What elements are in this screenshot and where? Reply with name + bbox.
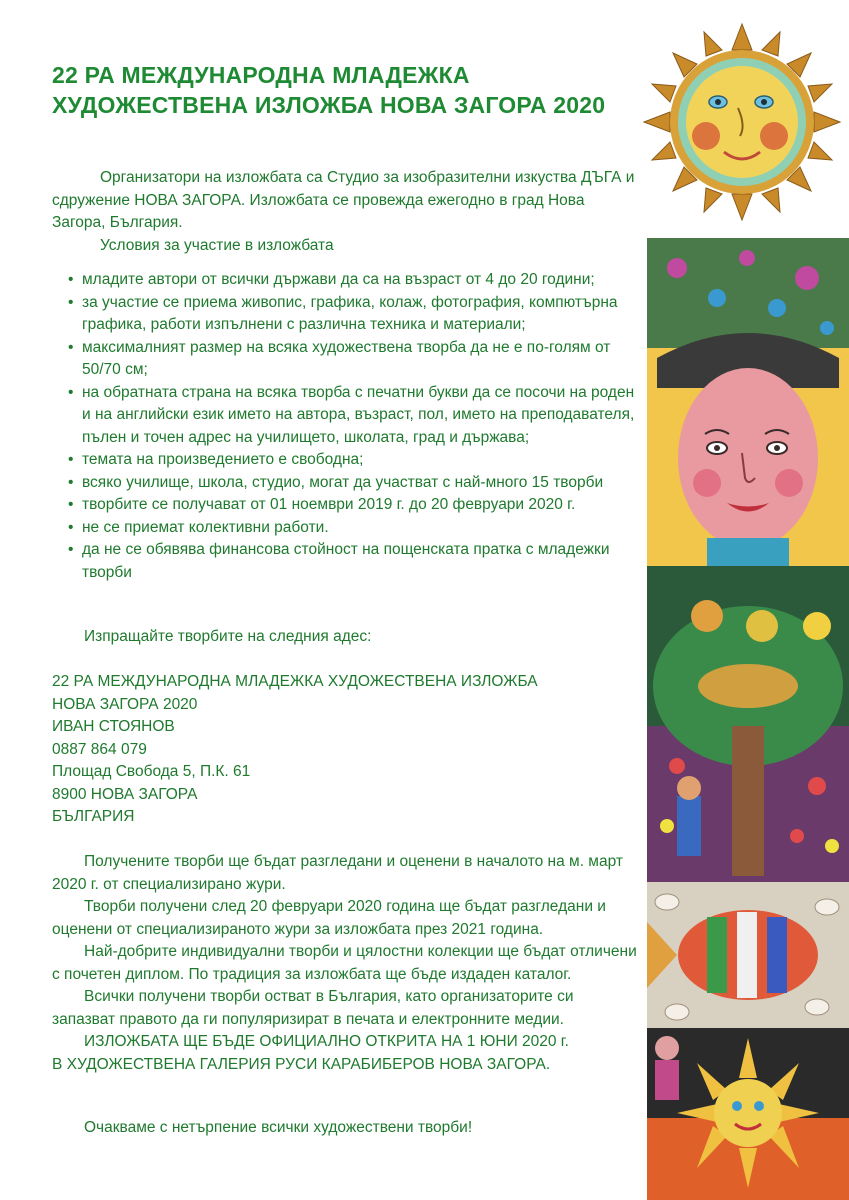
address-line: ИВАН СТОЯНОВ xyxy=(52,718,175,735)
address-block xyxy=(52,671,637,829)
intro-section xyxy=(52,167,637,257)
address-line: НОВА ЗАГОРА 2020 xyxy=(52,695,198,713)
list-item: • младите автори от всички държави да са на възраст от 4 до 20 години; xyxy=(68,269,638,292)
address-line: БЪЛГАРИЯ xyxy=(52,808,135,825)
closing-paragraph-3: Най-добрите индивидуални творби и цялостни колекции ще бъдат отличени с почетен диплом. По традиция за изложбата ще бъде издаден каталог. xyxy=(52,943,637,983)
conditions-list xyxy=(68,269,638,584)
artwork-sidebar xyxy=(647,238,849,1200)
page-title xyxy=(52,60,632,120)
list-item: • максималният размер на всяка художествена творба да не е по-голям от 50/70 см; xyxy=(68,337,638,382)
opening-line-2: В ХУДОЖЕСТВЕНА ГАЛЕРИЯ РУСИ КАРАБИБЕРОВ НОВА ЗАГОРА. xyxy=(52,1055,551,1073)
conditions-heading: Условия за участие в изложбата xyxy=(100,236,334,254)
address-line: 8900 НОВА ЗАГОРА xyxy=(52,785,198,803)
artwork-sun-figures xyxy=(647,1028,849,1200)
artwork-fish xyxy=(647,882,849,1028)
list-item: • за участие се приема живопис, графика, колаж, фотография, компютърна графика, работи изпълнени с различна техника и материали; xyxy=(68,292,638,337)
list-item: • всяко училище, школа, студио, могат да участват с най-много 15 творби xyxy=(68,472,638,495)
list-item: • на обратната страна на всяка творба с печатни букви да се посочи на роден и на английски език името на автора, възраст, пол, името на преподавателя, пълен и точен адрес на училището, школата, град и държава; xyxy=(68,382,638,450)
closing-section xyxy=(52,851,637,1076)
closing-paragraph-4: Всички получени творби остват в България, като организаторите си запазват правото да ги популяризират в печата и електронните медии. xyxy=(52,988,574,1028)
intro-paragraph: Организатори на изложбата са Студио за изобразителни изкуства ДЪГА и сдружение НОВА ЗАГОРА. Изложбата се провежда ежегодно в град Нова Загора, България. xyxy=(52,169,635,231)
list-item: • творбите се получават от 01 ноември 2019 г. до 20 февруари 2020 г. xyxy=(68,494,638,517)
closing-paragraph-2: Творби получени след 20 февруари 2020 година ще бъдат разгледани и оценени от специализираното жури за изложбата през 2021 година. xyxy=(52,898,606,938)
address-line: 22 РА МЕЖДУНАРОДНА МЛАДЕЖКА ХУДОЖЕСТВЕНА ИЗЛОЖБА xyxy=(52,673,538,690)
address-line: Площад Свобода 5, П.К. 61 xyxy=(52,763,251,780)
send-section xyxy=(52,626,637,649)
artwork-tree-birds xyxy=(647,566,849,882)
list-item: • не се приемат колективни работи. xyxy=(68,517,638,540)
title-line-2: ХУДОЖЕСТВЕНА ИЗЛОЖБА НОВА ЗАГОРА 2020 xyxy=(52,92,606,118)
sun-painting-icon xyxy=(640,22,845,222)
final-line: Очакваме с нетърпение всички художествени творби! xyxy=(84,1119,473,1136)
closing-paragraph-1: Получените творби ще бъдат разгледани и оценени в началото на м. март 2020 г. от специализирано жури. xyxy=(52,853,623,893)
opening-line-1: ИЗЛОЖБАТА ЩЕ БЪДЕ ОФИЦИАЛНО ОТКРИТА НА 1 ЮНИ 2020 г. xyxy=(84,1033,569,1050)
address-line: 0887 864 079 xyxy=(52,740,147,758)
list-item: • да не се обявява финансова стойност на пощенската пратка с младежки творби xyxy=(68,539,638,584)
send-intro: Изпращайте творбите на следния адес: xyxy=(84,628,372,645)
artwork-girl-portrait xyxy=(647,238,849,566)
title-line-1: 22 РА МЕЖДУНАРОДНА МЛАДЕЖКА xyxy=(52,62,470,88)
list-item: • темата на произведението е свободна; xyxy=(68,449,638,472)
final-section xyxy=(52,1117,637,1140)
